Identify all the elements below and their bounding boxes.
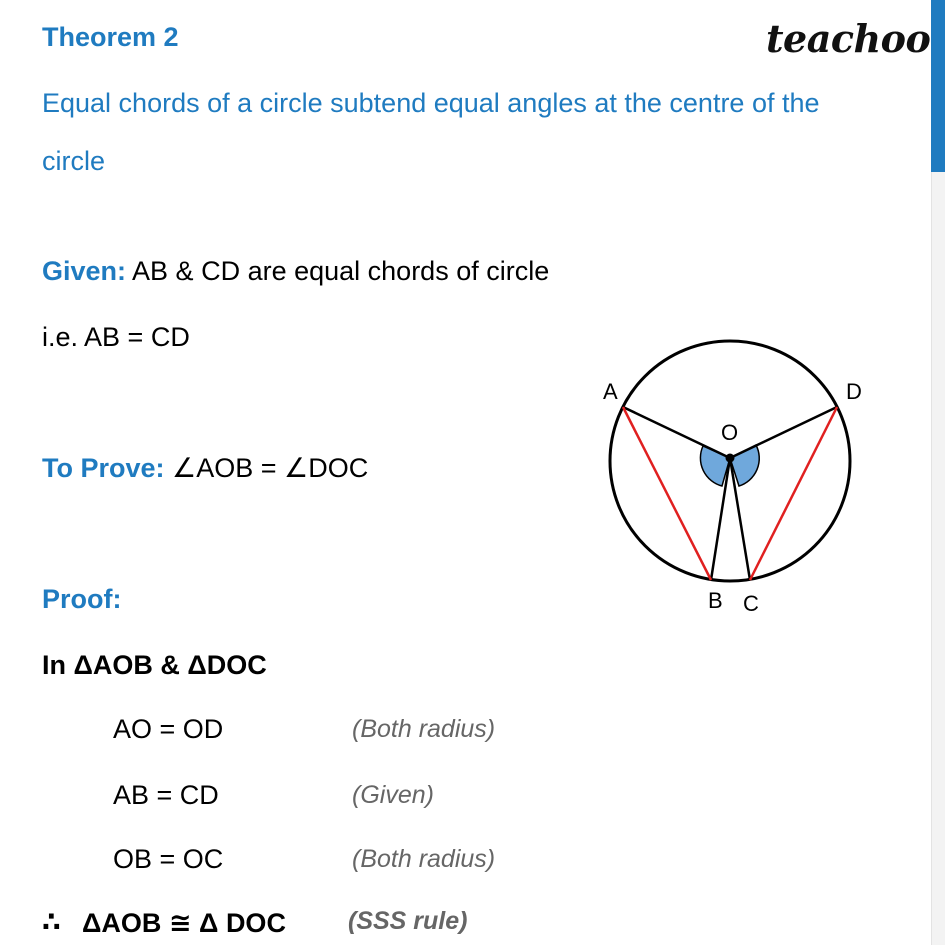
proof-reason: (Both radius) (352, 715, 496, 743)
center-point-o (726, 454, 735, 463)
point-label-d: D (846, 379, 862, 404)
scrollbar-thumb[interactable] (931, 0, 945, 172)
given-text: AB & CD are equal chords of circle (126, 256, 550, 286)
proof-statement: AO = OD (113, 714, 224, 744)
proof-conclusion: ΔAOB ≅ Δ DOC (82, 908, 286, 938)
theorem-title: Theorem 2 (42, 22, 179, 52)
point-label-b: B (708, 588, 723, 613)
given-ie-line: i.e. AB = CD (42, 322, 190, 352)
proof-heading: In ΔAOB & ΔDOC (42, 650, 267, 680)
point-label-a: A (603, 379, 618, 404)
chord-cd (750, 407, 837, 580)
teachoo-logo: teachoo (766, 16, 931, 61)
circle-chords-figure (590, 330, 870, 620)
proof-reason: (Given) (352, 781, 434, 809)
theorem-statement-line-2: circle (42, 146, 106, 176)
given-label: Given: (42, 256, 127, 286)
to-prove-text: ∠AOB = ∠DOC (164, 453, 369, 483)
given-line (42, 256, 549, 287)
radius-oa (623, 407, 730, 458)
proof-reason: (Both radius) (352, 845, 496, 873)
chord-ab (623, 407, 711, 580)
to-prove-label: To Prove: (42, 453, 165, 483)
proof-statement: AB = CD (113, 780, 219, 810)
radius-od (730, 407, 837, 458)
therefore-symbol: ∴ (42, 907, 61, 937)
to-prove-line (42, 453, 368, 484)
proof-conclusion-reason: (SSS rule) (348, 907, 468, 935)
point-label-o: O (721, 420, 739, 445)
proof-statement: OB = OC (113, 844, 224, 874)
point-label-c: C (743, 591, 759, 616)
proof-label: Proof: (42, 584, 122, 614)
theorem-statement-line-1: Equal chords of a circle subtend equal angles at the centre of the (42, 88, 820, 118)
